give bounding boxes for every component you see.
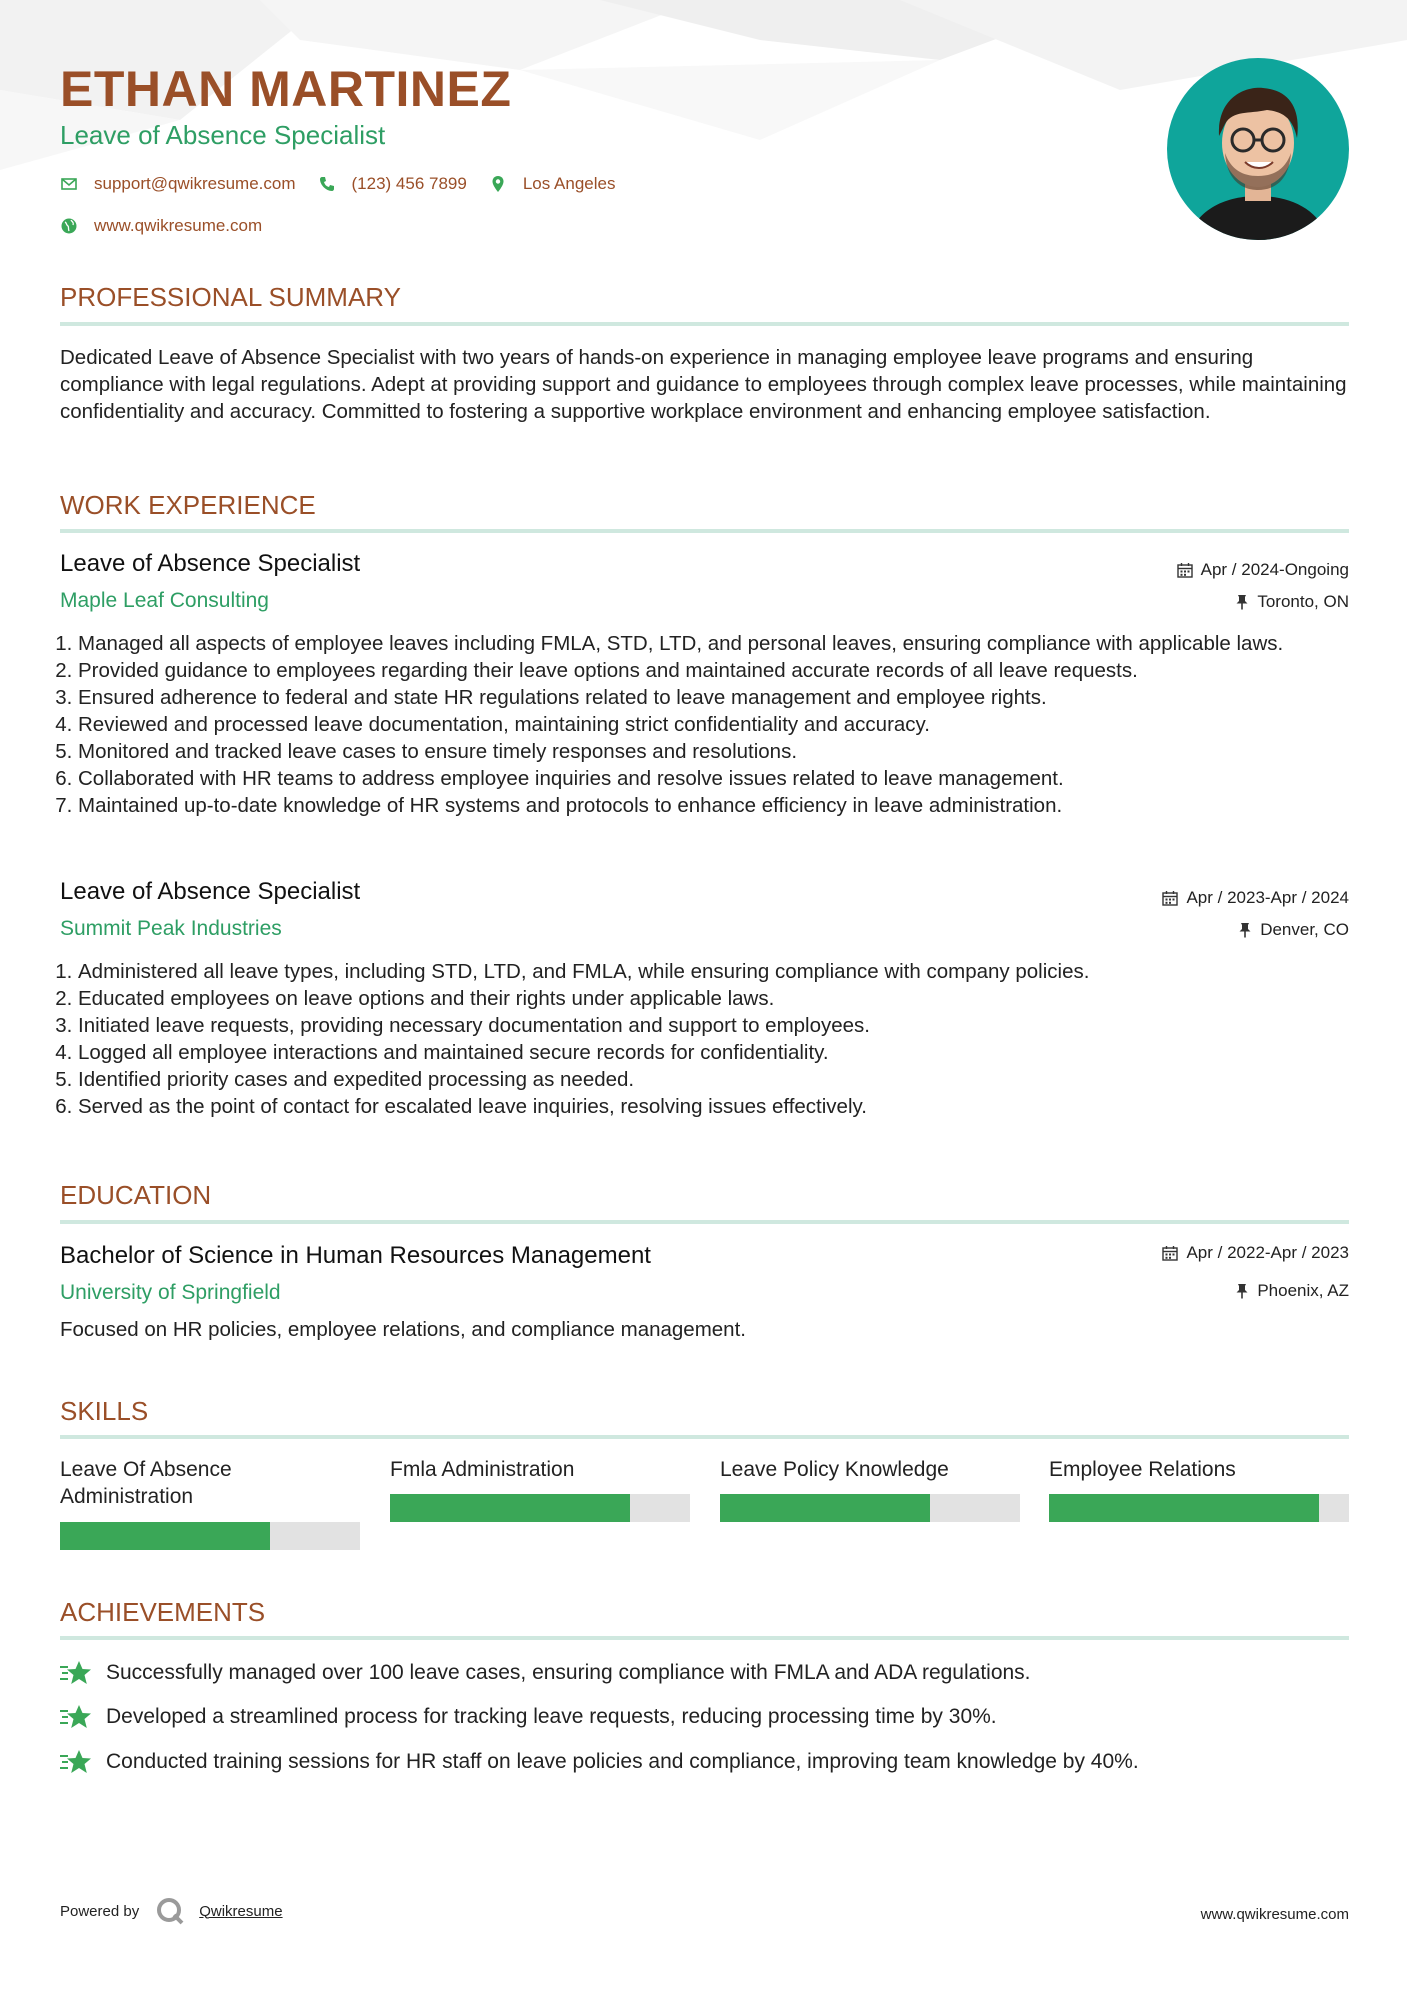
- footer-url[interactable]: www.qwikresume.com: [1200, 1906, 1349, 1923]
- job-dates-text: Apr / 2024-Ongoing: [1200, 560, 1349, 579]
- star-achievement-icon: [60, 1703, 92, 1731]
- list-item: 2. Educated employees on leave options and their rights under applicable laws.: [78, 985, 1367, 1012]
- section-divider: [60, 529, 1349, 533]
- skill-item: [720, 1456, 1020, 1483]
- skill-label: Fmla Administration: [390, 1458, 575, 1481]
- achievement-item: [60, 1659, 1031, 1687]
- job-location-text: Toronto, ON: [1257, 592, 1349, 611]
- job-company: Maple Leaf Consulting: [60, 589, 269, 612]
- globe-icon: [60, 217, 78, 235]
- skill-bar-fill: [390, 1494, 630, 1522]
- skill-bar-fill: [1049, 1494, 1319, 1522]
- contact-location: [489, 174, 616, 194]
- skills-heading: SKILLS: [60, 1396, 149, 1426]
- contact-phone[interactable]: [318, 174, 467, 194]
- section-divider: [60, 1435, 1349, 1439]
- qwikresume-logo-icon: [155, 1896, 185, 1926]
- calendar-icon: [1162, 1245, 1178, 1261]
- achievement-text: Conducted training sessions for HR staff on leave policies and compliance, improving team knowledge by 40%.: [106, 1750, 1139, 1773]
- job-bullets: [60, 630, 1367, 819]
- section-divider: [60, 322, 1349, 326]
- education-dates: [1162, 1243, 1349, 1263]
- location-text: Los Angeles: [522, 174, 616, 193]
- list-item: 1. Managed all aspects of employee leaves including FMLA, STD, LTD, and personal leaves, ensuring compliance with applicable laws.: [78, 630, 1367, 657]
- envelope-icon: [60, 175, 78, 193]
- job-company: Summit Peak Industries: [60, 917, 282, 940]
- skill-item: [390, 1456, 690, 1483]
- achievement-text: Successfully managed over 100 leave cases, ensuring compliance with FMLA and ADA regulations.: [106, 1661, 1031, 1684]
- list-item: 3. Initiated leave requests, providing necessary documentation and support to employees.: [78, 1012, 1367, 1039]
- skill-bar: [720, 1494, 1020, 1522]
- skill-bar: [390, 1494, 690, 1522]
- list-item: 6. Collaborated with HR teams to address employee inquiries and resolve issues related to leave management.: [78, 765, 1367, 792]
- achievements-heading: ACHIEVEMENTS: [60, 1597, 266, 1627]
- job-dates-text: Apr / 2023-Apr / 2024: [1186, 888, 1349, 907]
- website-text: www.qwikresume.com: [94, 216, 263, 235]
- skill-bar: [1049, 1494, 1349, 1522]
- list-item: 5. Monitored and tracked leave cases to ensure timely responses and resolutions.: [78, 738, 1367, 765]
- list-item: 2. Provided guidance to employees regarding their leave options and maintained accurate records of all leave requests.: [78, 657, 1367, 684]
- skill-item: [1049, 1456, 1349, 1483]
- list-item: 3. Ensured adherence to federal and state HR regulations related to leave management and employee rights.: [78, 684, 1367, 711]
- achievement-item: [60, 1703, 997, 1731]
- experience-heading: WORK EXPERIENCE: [60, 490, 316, 520]
- skill-item: [60, 1456, 360, 1510]
- list-item: 5. Identified priority cases and expedited processing as needed.: [78, 1066, 1367, 1093]
- achievement-item: [60, 1748, 1139, 1776]
- list-item: 7. Maintained up-to-date knowledge of HR systems and protocols to enhance efficiency in leave administration.: [78, 792, 1367, 819]
- contact-row-website: [60, 216, 284, 236]
- skill-bar: [60, 1522, 360, 1550]
- list-item: 6. Served as the point of contact for escalated leave inquiries, resolving issues effectively.: [78, 1093, 1367, 1120]
- summary-heading: PROFESSIONAL SUMMARY: [60, 282, 401, 312]
- skill-label: Leave Of Absence Administration: [60, 1458, 232, 1508]
- job-dates: [1177, 560, 1349, 580]
- contact-row: [60, 174, 637, 194]
- candidate-title: Leave of Absence Specialist: [60, 120, 386, 150]
- skill-bar-fill: [720, 1494, 930, 1522]
- section-divider: [60, 1636, 1349, 1640]
- job-title: Leave of Absence Specialist: [60, 550, 361, 577]
- skill-bar-fill: [60, 1522, 270, 1550]
- list-item: 4. Reviewed and processed leave documentation, maintaining strict confidentiality and accuracy.: [78, 711, 1367, 738]
- contact-website[interactable]: [60, 216, 262, 236]
- calendar-icon: [1177, 562, 1193, 578]
- candidate-name: ETHAN MARTINEZ: [60, 61, 512, 117]
- education-location: [1235, 1281, 1349, 1301]
- section-divider: [60, 1220, 1349, 1224]
- education-degree: Bachelor of Science in Human Resources Management: [60, 1242, 651, 1269]
- list-item: 1. Administered all leave types, including STD, LTD, and FMLA, while ensuring compliance with company policies.: [78, 958, 1367, 985]
- job-location: [1238, 920, 1349, 940]
- skill-label: Employee Relations: [1049, 1458, 1236, 1481]
- powered-by-text: Powered by: [60, 1902, 140, 1920]
- star-achievement-icon: [60, 1748, 92, 1776]
- achievement-text: Developed a streamlined process for tracking leave requests, reducing processing time by 30%.: [106, 1705, 997, 1728]
- pushpin-icon: [1235, 1283, 1249, 1299]
- education-school: University of Springfield: [60, 1281, 281, 1304]
- map-pin-icon: [489, 175, 507, 193]
- job-title: Leave of Absence Specialist: [60, 878, 361, 905]
- email-text: support@qwikresume.com: [94, 174, 296, 193]
- education-description: Focused on HR policies, employee relations, and compliance management.: [60, 1318, 746, 1341]
- job-bullets: [60, 958, 1367, 1120]
- phone-icon: [318, 175, 336, 193]
- pushpin-icon: [1235, 594, 1249, 610]
- job-location-text: Denver, CO: [1260, 920, 1349, 939]
- contact-email[interactable]: [60, 174, 296, 194]
- footer-powered-by: [60, 1896, 283, 1926]
- profile-photo: [1167, 58, 1349, 240]
- calendar-icon: [1162, 890, 1178, 906]
- list-item: 4. Logged all employee interactions and maintained secure records for confidentiality.: [78, 1039, 1367, 1066]
- education-location-text: Phoenix, AZ: [1257, 1281, 1349, 1300]
- education-dates-text: Apr / 2022-Apr / 2023: [1186, 1243, 1349, 1262]
- summary-text: Dedicated Leave of Absence Specialist with two years of hands-on experience in managing employee leave programs and ensuring compliance with legal regulations. Adept at providing support and guidance to employees through complex leave processes, while maintaining confidentiality and accuracy. Committed to fostering a supportive workplace environment and enhancing employee satisfaction.: [60, 346, 1347, 423]
- pushpin-icon: [1238, 922, 1252, 938]
- phone-text: (123) 456 7899: [351, 174, 467, 193]
- job-location: [1235, 592, 1349, 612]
- qwikresume-link[interactable]: Qwikresume: [199, 1902, 283, 1920]
- education-heading: EDUCATION: [60, 1180, 212, 1210]
- skill-label: Leave Policy Knowledge: [720, 1458, 949, 1481]
- star-achievement-icon: [60, 1659, 92, 1687]
- job-dates: [1162, 888, 1349, 908]
